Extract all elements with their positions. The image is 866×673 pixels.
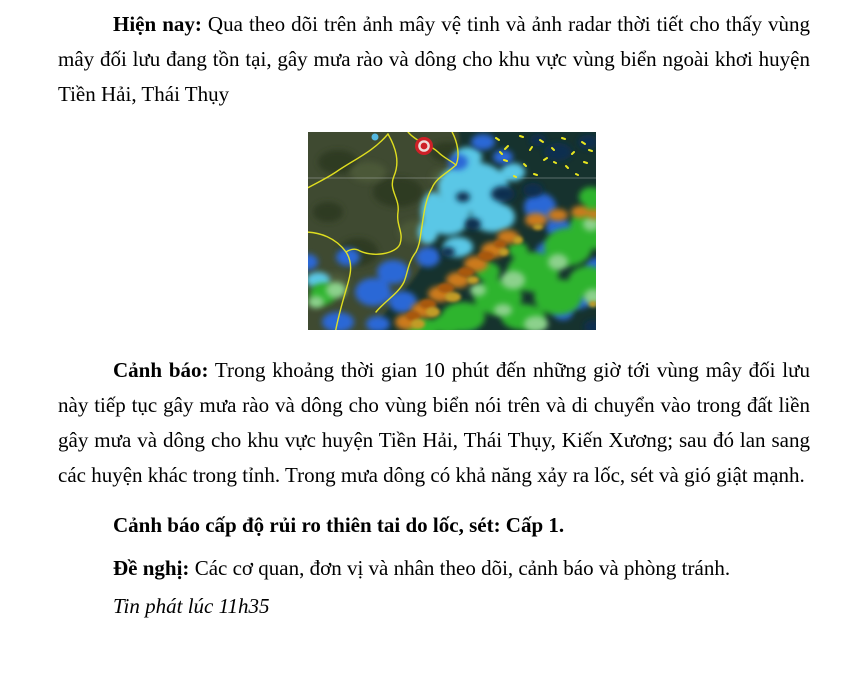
weather-radar-image: [308, 132, 596, 330]
weather-bulletin-document: [0, 7, 866, 673]
risk-level-text: Cảnh báo cấp độ rủi ro thiên tai do lốc, sét: Cấp 1.: [113, 513, 565, 537]
lake-dot: [372, 134, 379, 141]
paragraph-de-nghi: [58, 551, 810, 586]
paragraph-hien-nay: [58, 7, 810, 112]
paragraph-canh-bao: [58, 353, 810, 493]
hien-nay-text: Qua theo dõi trên ảnh mây vệ tinh và ảnh radar thời tiết cho thấy vùng mây đối lưu đang tồn tại, gây mưa rào và dông cho khu vực vùng biển ngoài khơi huyện Tiền Hải, Thái Thụy: [58, 12, 811, 106]
radar-satellite-composite: [308, 132, 596, 330]
issued-time-line: [58, 589, 810, 624]
risk-level-statement: [58, 508, 810, 543]
canh-bao-text: Trong khoảng thời gian 10 phút đến những giờ tới vùng mây đối lưu này tiếp tục gây mưa rào và dông cho vùng biển nói trên và di chuyển vào trong đất liền gây mưa và dông cho khu vực huyện Tiền Hải, Thái Thụy, Kiến Xương; sau đó lan sang các huyện khác trong tỉnh. Trong mưa dông có khả năng xảy ra lốc, sét và gió giật mạnh.: [58, 358, 810, 487]
hien-nay-label: Hiện nay:: [113, 12, 202, 36]
de-nghi-label: Đề nghị:: [113, 556, 190, 580]
de-nghi-text: Các cơ quan, đơn vị và nhân theo dõi, cảnh báo và phòng tránh.: [189, 556, 731, 580]
radar-station-marker-icon: [415, 137, 433, 155]
canh-bao-label: Cảnh báo:: [113, 358, 209, 382]
issued-time-text: Tin phát lúc 11h35: [113, 594, 270, 618]
